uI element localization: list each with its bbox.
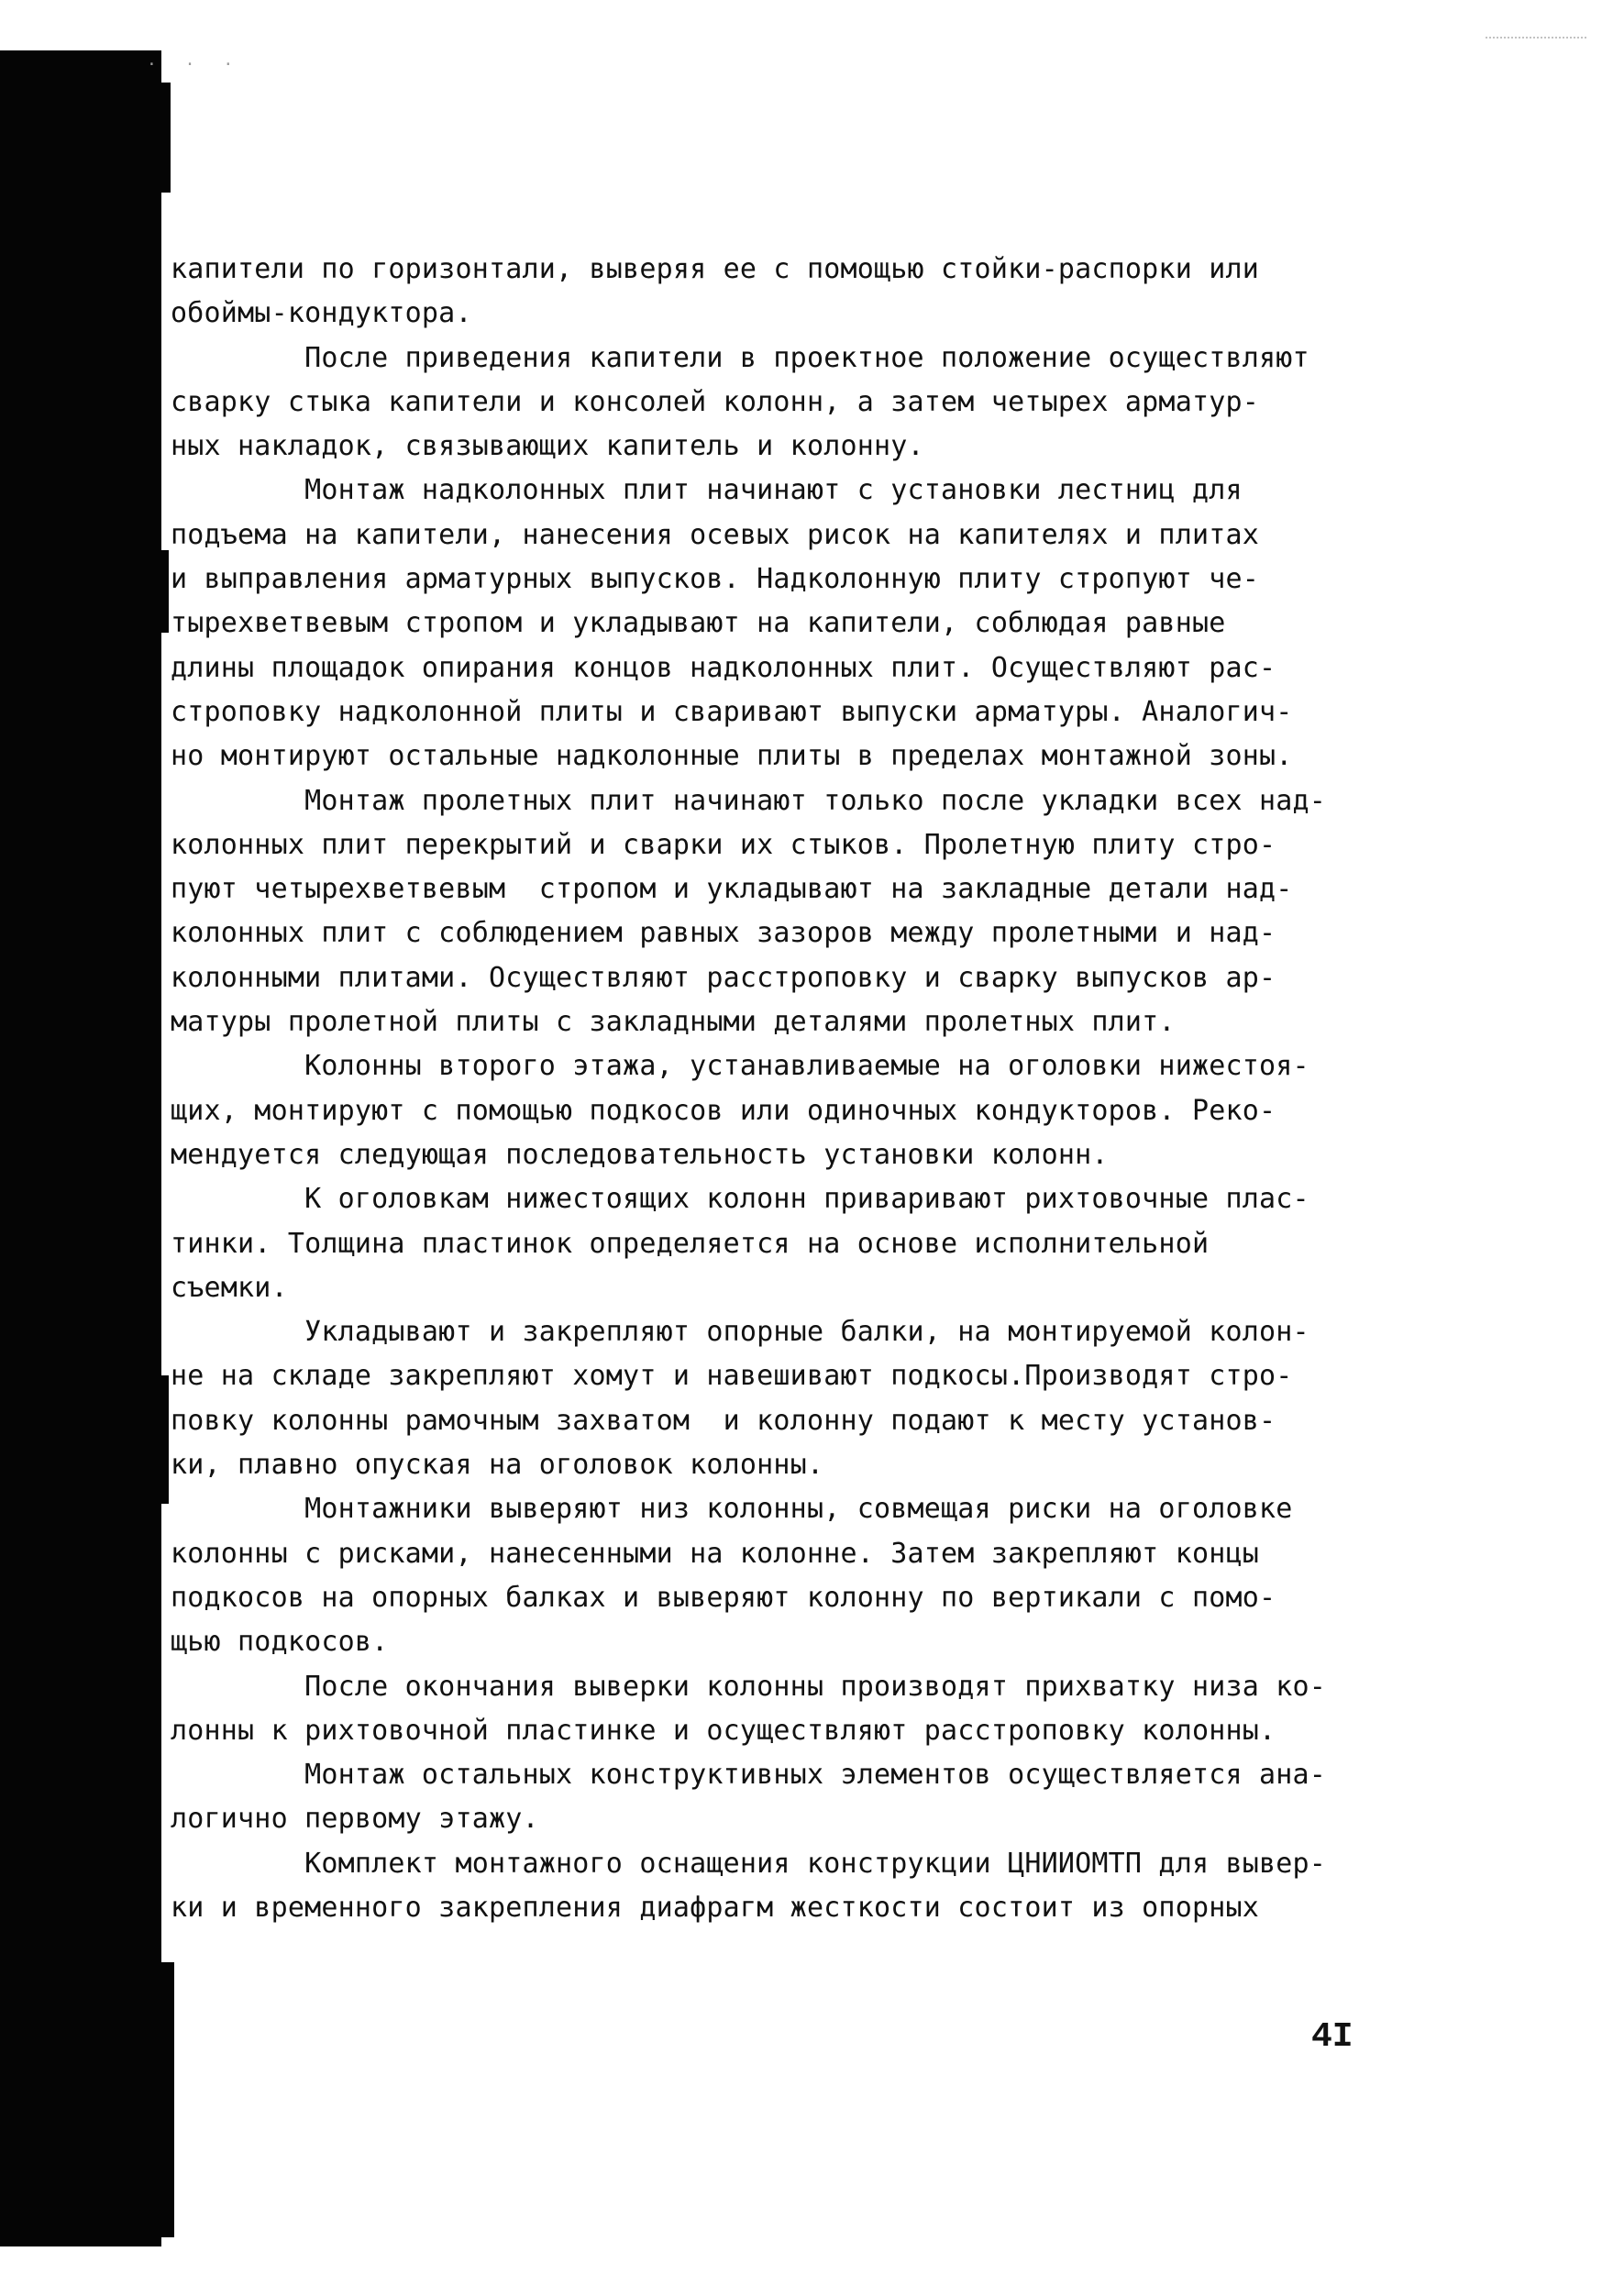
- text-line: лонны к рихтовочной пластинке и осуществляют расстроповку колонны.: [171, 1714, 1276, 1747]
- text-line: Укладывают и закрепляют опорные балки, на монтируемой колон-: [171, 1316, 1309, 1349]
- scan-margin-notch: [161, 1375, 169, 1504]
- text-line: К оголовкам нижестоящих колонн приваривают рихтовочные плас-: [171, 1183, 1309, 1216]
- text-line: съемки.: [171, 1271, 288, 1304]
- text-line: После окончания выверки колонны производят прихватку низа ко-: [171, 1670, 1327, 1703]
- text-line: обоймы-кондуктора.: [171, 297, 472, 330]
- text-line: Монтаж пролетных плит начинают только после укладки всех над-: [171, 784, 1327, 817]
- text-line: ки и временного закрепления диафрагм жесткости состоит из опорных: [171, 1891, 1259, 1924]
- text-line: не на складе закрепляют хомут и навешивают подкосы.Производят стро-: [171, 1360, 1293, 1393]
- scan-corner-mark: [1486, 37, 1586, 39]
- text-line: строповку надколонной плиты и сваривают выпуски арматуры. Аналогич-: [171, 695, 1293, 728]
- text-line: колонными плитами. Осуществляют расстроповку и сварку выпусков ар-: [171, 961, 1276, 994]
- text-line: капители по горизонтали, выверяя ее с помощью стойки-распорки или: [171, 253, 1259, 285]
- scan-margin-notch: [161, 550, 169, 633]
- text-line: ных накладок, связывающих капитель и колонну.: [171, 430, 924, 463]
- text-line: и выправления арматурных выпусков. Надколонную плиту стропуют че-: [171, 563, 1259, 596]
- text-line: пуют четырехветвевым стропом и укладывают на закладные детали над-: [171, 873, 1293, 906]
- scan-black-margin: [0, 50, 161, 2246]
- document-body: [171, 248, 1390, 1930]
- text-line: колонных плит с соблюдением равных зазоров между пролетными и над-: [171, 917, 1276, 950]
- text-line: но монтируют остальные надколонные плиты в пределах монтажной зоны.: [171, 740, 1293, 773]
- text-line: повку колонны рамочным захватом и колонну подают к месту установ-: [171, 1404, 1276, 1437]
- text-line: логично первому этажу.: [171, 1803, 539, 1836]
- text-line: подъема на капители, нанесения осевых рисок на капителях и плитах: [171, 518, 1259, 551]
- scan-margin-notch: [161, 1962, 174, 2237]
- text-line: сварку стыка капители и консолей колонн, а затем четырех арматур-: [171, 385, 1259, 418]
- text-line: колонных плит перекрытий и сварки их стыков. Пролетную плиту стро-: [171, 828, 1276, 861]
- text-line: Монтажники выверяют низ колонны, совмещая риски на оголовке: [171, 1493, 1293, 1526]
- text-line: тинки. Толщина пластинок определяется на основе исполнительной: [171, 1227, 1210, 1260]
- text-line: подкосов на опорных балках и выверяют колонну по вертикали с помо-: [171, 1581, 1276, 1614]
- text-line: длины площадок опирания концов надколонных плит. Осуществляют рас-: [171, 651, 1276, 684]
- text-line: Комплект монтажного оснащения конструкции ЦНИИОМТП для вывер-: [171, 1847, 1327, 1880]
- page-number: 4I: [1311, 2017, 1353, 2057]
- text-line: После приведения капители в проектное положение осуществляют: [171, 341, 1309, 374]
- text-line: Монтаж остальных конструктивных элементов осуществляется ана-: [171, 1759, 1327, 1792]
- text-line: колонны с рисками, нанесенными на колонне. Затем закрепляют концы: [171, 1537, 1259, 1570]
- text-line: щью подкосов.: [171, 1626, 389, 1659]
- text-line: мендуется следующая последовательность установки колонн.: [171, 1138, 1109, 1171]
- text-line: щих, монтируют с помощью подкосов или одиночных кондукторов. Реко-: [171, 1094, 1276, 1127]
- text-line: тырехветвевым стропом и укладывают на капители, соблюдая равные: [171, 607, 1226, 640]
- text-line: матуры пролетной плиты с закладными деталями пролетных плит.: [171, 1006, 1176, 1039]
- text-line: ки, плавно опуская на оголовок колонны.: [171, 1449, 824, 1482]
- text-line: Монтаж надколонных плит начинают с установки лестниц для: [171, 474, 1243, 507]
- text-line: Колонны второго этажа, устанавливаемые на оголовки нижестоя-: [171, 1050, 1309, 1083]
- scan-noise-dots: · · ·: [147, 55, 243, 74]
